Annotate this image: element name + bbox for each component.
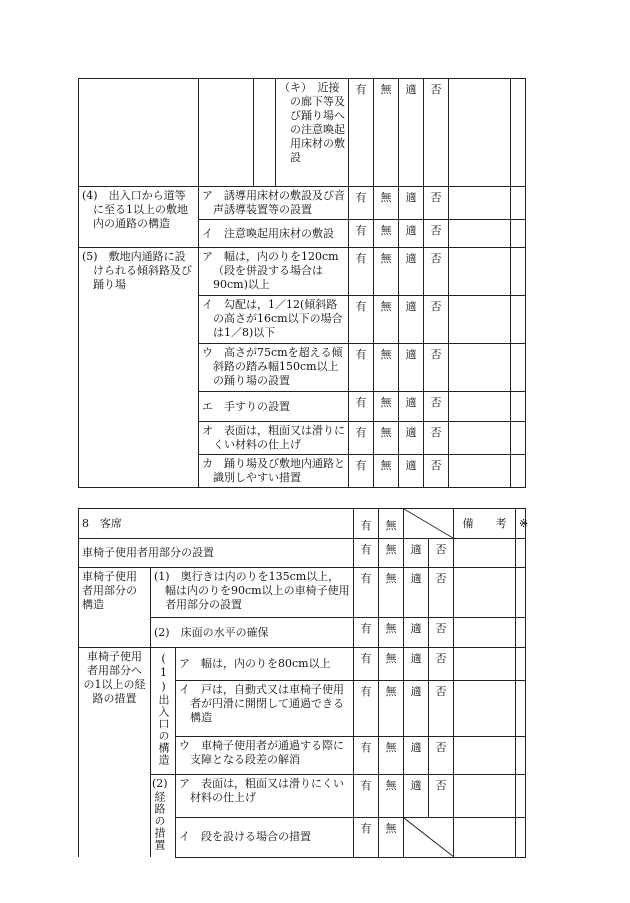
wc-struct-label: 車椅子使用者用部分の構造 — [79, 568, 151, 648]
mark-ok: 適 — [399, 187, 424, 220]
mark-yes: 有 — [349, 344, 374, 392]
mark-ok: 適 — [404, 648, 429, 681]
remarks-cell — [449, 344, 511, 392]
mark-ng: 否 — [429, 568, 454, 618]
path-measures-text: 経路の措置 — [153, 791, 166, 851]
note-cell — [511, 79, 526, 187]
remarks-cell — [449, 79, 511, 187]
mark-no: 無 — [374, 344, 399, 392]
mark-ok: 適 — [404, 568, 429, 618]
mark-yes: 有 — [349, 422, 374, 455]
mark-ok: 適 — [399, 296, 424, 344]
item-path-i: イ 段を設ける場合の措置 — [176, 818, 354, 857]
note-cell — [511, 422, 526, 455]
mark-ok: 適 — [404, 680, 429, 736]
item-5u: ウ 高さが75cmを超える傾斜路の踏み幅150cm以上の踊り場の設置 — [199, 344, 349, 392]
mark-no: 無 — [374, 187, 399, 220]
mark-no: 無 — [374, 248, 399, 296]
mark-ng: 否 — [424, 422, 449, 455]
note-cell — [516, 568, 526, 618]
remarks-cell — [454, 568, 516, 618]
mark-ok: 適 — [399, 248, 424, 296]
mark-yes: 有 — [354, 509, 379, 539]
mark-no: 無 — [379, 736, 404, 774]
mark-no: 無 — [374, 392, 399, 422]
mark-ng: 否 — [429, 736, 454, 774]
remarks-header: 備 考 — [454, 509, 516, 539]
mark-ok: 適 — [404, 539, 429, 568]
mark-yes: 有 — [349, 455, 374, 488]
diagonal-line — [404, 818, 453, 856]
remarks-cell — [454, 736, 516, 774]
mark-ng: 否 — [424, 187, 449, 220]
mark-no: 無 — [379, 618, 404, 648]
mark-ng: 否 — [424, 248, 449, 296]
note-cell — [516, 618, 526, 648]
mark-yes: 有 — [349, 79, 374, 187]
item-wc-setup: 車椅子使用者用部分の設置 — [79, 539, 354, 568]
item-5ka: カ 踊り場及び敷地内通路と識別しやすい措置 — [199, 455, 349, 488]
mark-yes: 有 — [349, 187, 374, 220]
item-path-a: ア 表面は，粗面又は滑りにくい材料の仕上げ — [176, 775, 354, 818]
accessibility-checklist-table-2 — [78, 508, 529, 858]
mark-ok: 適 — [404, 736, 429, 774]
item-wc-struct-1: (1) 奥行きは内のりを135cm以上，幅は内のりを90cm以上の車椅子使用者用部分の設置 — [151, 568, 354, 618]
diagonal-cell — [404, 509, 454, 539]
mark-ok: 適 — [404, 775, 429, 818]
mark-ng: 否 — [424, 296, 449, 344]
mark-no: 無 — [374, 79, 399, 187]
item-ki: （キ） 近接の廊下等及び踊り場への注意喚起用床材の敷設 — [276, 79, 349, 187]
mark-no: 無 — [379, 568, 404, 618]
note-cell — [516, 736, 526, 774]
remarks-cell — [449, 248, 511, 296]
item-5i: イ 勾配は，1／12(傾斜路の高さが16cm以下の場合は1／8)以下 — [199, 296, 349, 344]
mark-ng: 否 — [424, 344, 449, 392]
mark-no: 無 — [374, 220, 399, 248]
note-cell — [511, 248, 526, 296]
mark-no: 無 — [374, 422, 399, 455]
section-4-label: (4) 出入口から道等に至る1以上の敷地内の通路の構造 — [79, 187, 199, 248]
note-cell — [516, 818, 526, 857]
mark-yes: 有 — [354, 818, 379, 857]
note-header: ※ — [516, 509, 526, 539]
note-cell — [516, 775, 526, 818]
mark-ng: 否 — [424, 455, 449, 488]
remarks-cell — [454, 680, 516, 736]
section-8-header: 8 客席 — [79, 509, 354, 539]
note-cell — [511, 220, 526, 248]
mark-yes: 有 — [354, 648, 379, 681]
entrance-structure-label: (1)出入口の構造 — [151, 648, 176, 775]
note-cell — [511, 392, 526, 422]
remarks-cell — [454, 618, 516, 648]
mark-no: 無 — [379, 775, 404, 818]
mark-ok: 適 — [399, 455, 424, 488]
note-cell — [511, 344, 526, 392]
remarks-cell — [454, 648, 516, 681]
mark-ng: 否 — [429, 539, 454, 568]
blank-cell — [199, 79, 254, 187]
mark-ok: 適 — [399, 392, 424, 422]
remarks-cell — [454, 539, 516, 568]
mark-no: 無 — [379, 648, 404, 681]
mark-ok: 適 — [399, 79, 424, 187]
mark-yes: 有 — [354, 680, 379, 736]
mark-ng: 否 — [429, 680, 454, 736]
mark-ng: 否 — [429, 775, 454, 818]
mark-yes: 有 — [354, 775, 379, 818]
mark-no: 無 — [374, 296, 399, 344]
mark-yes: 有 — [349, 220, 374, 248]
mark-ok: 適 — [404, 618, 429, 648]
remarks-cell — [449, 392, 511, 422]
remarks-cell — [449, 296, 511, 344]
blank-cell — [79, 79, 199, 187]
mark-ok: 適 — [399, 344, 424, 392]
mark-ng: 否 — [424, 79, 449, 187]
note-cell — [511, 187, 526, 220]
mark-ng: 否 — [429, 618, 454, 648]
accessibility-checklist-table-1 — [78, 78, 526, 488]
item-entrance-u: ウ 車椅子使用者が通過する際に支障となる段差の解消 — [176, 736, 354, 774]
mark-ng: 否 — [429, 648, 454, 681]
mark-yes: 有 — [349, 296, 374, 344]
item-5e: エ 手すりの設置 — [199, 392, 349, 422]
mark-yes: 有 — [354, 568, 379, 618]
note-cell — [516, 680, 526, 736]
path-measures-label — [151, 775, 176, 858]
remarks-cell — [449, 422, 511, 455]
diagonal-line — [404, 509, 453, 538]
note-cell — [516, 648, 526, 681]
mark-no: 無 — [379, 680, 404, 736]
remarks-cell — [454, 775, 516, 818]
remarks-cell — [449, 220, 511, 248]
item-5o: オ 表面は，粗面又は滑りにくい材料の仕上げ — [199, 422, 349, 455]
mark-ng: 否 — [424, 392, 449, 422]
mark-yes: 有 — [354, 618, 379, 648]
note-cell — [511, 455, 526, 488]
mark-no: 無 — [379, 509, 404, 539]
remarks-cell — [449, 455, 511, 488]
note-cell — [511, 296, 526, 344]
mark-ok: 適 — [399, 422, 424, 455]
diagonal-cell — [404, 818, 454, 857]
mark-ok: 適 — [399, 220, 424, 248]
mark-yes: 有 — [354, 539, 379, 568]
item-5a: ア 幅は，内のりを120cm（段を併設する場合は90cm)以上 — [199, 248, 349, 296]
path-measures-number: (2) — [152, 777, 168, 790]
item-wc-struct-2: (2) 床面の水平の確保 — [151, 618, 354, 648]
mark-no: 無 — [374, 455, 399, 488]
item-entrance-i: イ 戸は，自動式又は車椅子使用者が円滑に開閉して通過できる構造 — [176, 680, 354, 736]
section-5-label: (5) 敷地内通路に設けられる傾斜路及び踊り場 — [79, 248, 199, 488]
item-4a: ア 誘導用床材の敷設及び音声誘導装置等の設置 — [199, 187, 349, 220]
mark-ng: 否 — [424, 220, 449, 248]
remarks-cell — [454, 818, 516, 857]
route-label: 車椅子使用者用部分への1以上の経路の措置 — [79, 648, 151, 858]
note-cell — [516, 539, 526, 568]
mark-no: 無 — [379, 539, 404, 568]
item-entrance-a: ア 幅は，内のりを80cm以上 — [176, 648, 354, 681]
mark-yes: 有 — [349, 248, 374, 296]
blank-cell — [254, 79, 276, 187]
mark-yes: 有 — [349, 392, 374, 422]
remarks-cell — [449, 187, 511, 220]
mark-no: 無 — [379, 818, 404, 857]
mark-yes: 有 — [354, 736, 379, 774]
item-4i: イ 注意喚起用床材の敷設 — [199, 220, 349, 248]
